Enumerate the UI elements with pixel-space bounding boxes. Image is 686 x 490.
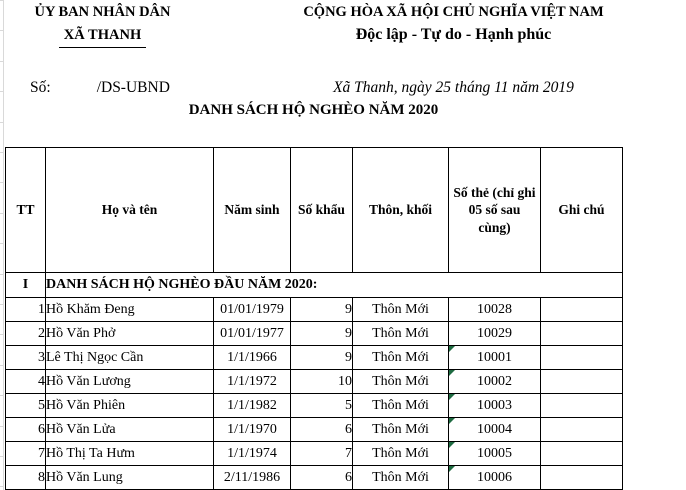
spreadsheet-gridline-tick (0, 426, 4, 427)
cell-note[interactable] (541, 466, 623, 490)
spreadsheet-gridline-tick (0, 213, 4, 214)
cell-card[interactable]: 10028 (449, 298, 541, 322)
cell-birth[interactable]: 01/01/1977 (214, 322, 291, 346)
cell-tt[interactable]: 1 (6, 298, 46, 322)
cell-note[interactable] (541, 370, 623, 394)
cell-card[interactable]: 10002 (449, 370, 541, 394)
cell-card[interactable]: 10006 (449, 466, 541, 490)
issuing-org-block (20, 5, 185, 48)
cell-village[interactable]: Thôn Mới (353, 346, 449, 370)
cell-tt[interactable]: 5 (6, 394, 46, 418)
cell-members[interactable]: 10 (291, 370, 353, 394)
column-header-name[interactable]: Họ và tên (46, 148, 214, 273)
cell-birth[interactable]: 2/11/1986 (214, 466, 291, 490)
spreadsheet-gridline-tick (0, 395, 4, 396)
table-header-row (6, 148, 623, 273)
cell-tt[interactable]: 6 (6, 418, 46, 442)
cell-village[interactable]: Thôn Mới (353, 370, 449, 394)
cell-birth[interactable]: 1/1/1970 (214, 418, 291, 442)
cell-birth[interactable]: 1/1/1972 (214, 370, 291, 394)
cell-name[interactable]: Hồ Văn Phở (46, 322, 214, 346)
org-name-line1: ỦY BAN NHÂN DÂN (34, 4, 171, 20)
cell-note[interactable] (541, 298, 623, 322)
cell-members[interactable]: 9 (291, 298, 353, 322)
table-row (6, 466, 623, 490)
cell-village[interactable]: Thôn Mới (353, 466, 449, 490)
cell-card[interactable]: 10029 (449, 322, 541, 346)
cell-card[interactable]: 10004 (449, 418, 541, 442)
org-name-line2: XÃ THANH (59, 28, 146, 48)
column-header-village[interactable]: Thôn, khối (353, 148, 449, 273)
cell-name[interactable]: Hồ Khăm Đeng (46, 298, 214, 322)
spreadsheet-gridline-tick (0, 61, 4, 62)
error-indicator-triangle (449, 394, 455, 400)
spreadsheet-gridline-tick (0, 365, 4, 366)
spreadsheet-gridline-tick (0, 304, 4, 305)
error-indicator-triangle (449, 418, 455, 424)
column-header-tt[interactable]: TT (6, 148, 46, 273)
table-row (6, 322, 623, 346)
cell-card[interactable]: 10003 (449, 394, 541, 418)
table-row (6, 346, 623, 370)
column-header-birth[interactable]: Năm sinh (214, 148, 291, 273)
cell-tt[interactable]: 8 (6, 466, 46, 490)
cell-name[interactable]: Hồ Văn Lương (46, 370, 214, 394)
table-row (6, 418, 623, 442)
document-number-line (30, 79, 170, 97)
table-row (6, 370, 623, 394)
cell-village[interactable]: Thôn Mới (353, 418, 449, 442)
spreadsheet-gridline-tick (0, 152, 4, 153)
cell-tt[interactable]: 3 (6, 346, 46, 370)
cell-members[interactable]: 7 (291, 442, 353, 466)
column-header-members[interactable]: Số khẩu (291, 148, 353, 273)
page-title: DANH SÁCH HỘ NGHÈO NĂM 2020 (188, 102, 439, 118)
section-title-cell[interactable]: DANH SÁCH HỘ NGHÈO ĐẦU NĂM 2020: (46, 273, 623, 298)
spreadsheet-gridline-tick (0, 182, 4, 183)
cell-name[interactable]: Hồ Văn Phiên (46, 394, 214, 418)
document-number-value: /DS-UBND (96, 79, 170, 96)
error-indicator-triangle (449, 346, 455, 352)
cell-village[interactable]: Thôn Mới (353, 322, 449, 346)
cell-village[interactable]: Thôn Mới (353, 298, 449, 322)
error-indicator-triangle (449, 370, 455, 376)
cell-members[interactable]: 9 (291, 346, 353, 370)
section-row (6, 273, 623, 298)
document-number-label: Số: (30, 79, 51, 96)
column-header-note[interactable]: Ghi chú (541, 148, 623, 273)
cell-members[interactable]: 6 (291, 466, 353, 490)
place-date-line: Xã Thanh, ngày 25 tháng 11 năm 2019 (333, 79, 574, 96)
error-indicator-triangle (449, 466, 455, 472)
cell-members[interactable]: 5 (291, 394, 353, 418)
cell-name[interactable]: Lê Thị Ngọc Cần (46, 346, 214, 370)
spreadsheet-gridline-tick (0, 243, 4, 244)
cell-note[interactable] (541, 322, 623, 346)
cell-village[interactable]: Thôn Mới (353, 394, 449, 418)
table-row (6, 298, 623, 322)
cell-note[interactable] (541, 394, 623, 418)
cell-note[interactable] (541, 346, 623, 370)
spreadsheet-gridline-tick (0, 91, 4, 92)
cell-card[interactable]: 10001 (449, 346, 541, 370)
cell-note[interactable] (541, 418, 623, 442)
spreadsheet-gridline-tick (0, 456, 4, 457)
cell-tt[interactable]: 2 (6, 322, 46, 346)
table-row (6, 442, 623, 466)
national-motto-block (287, 5, 620, 44)
cell-birth[interactable]: 1/1/1982 (214, 394, 291, 418)
error-indicator-triangle (449, 442, 455, 448)
cell-card[interactable]: 10005 (449, 442, 541, 466)
household-table (5, 147, 623, 490)
spreadsheet-gridline-vertical (3, 0, 4, 490)
cell-village[interactable]: Thôn Mới (353, 442, 449, 466)
table-row (6, 394, 623, 418)
cell-birth[interactable]: 1/1/1974 (214, 442, 291, 466)
cell-tt[interactable]: 4 (6, 370, 46, 394)
cell-members[interactable]: 6 (291, 418, 353, 442)
spreadsheet-gridline-tick (0, 486, 4, 487)
column-header-card[interactable]: Số thẻ (chỉ ghi 05 số sau cùng) (449, 148, 541, 273)
spreadsheet-gridline-tick (0, 274, 4, 275)
spreadsheet-gridline-tick (0, 334, 4, 335)
spreadsheet-gridline-tick (0, 122, 4, 123)
cell-name[interactable]: Hồ Văn Lung (46, 466, 214, 490)
spreadsheet-gridline-tick (0, 30, 4, 31)
cell-members[interactable]: 9 (291, 322, 353, 346)
cell-birth[interactable]: 01/01/1979 (214, 298, 291, 322)
cell-note[interactable] (541, 442, 623, 466)
spreadsheet-gridline-tick (0, 0, 4, 1)
section-index-cell[interactable]: I (6, 273, 46, 298)
cell-tt[interactable]: 7 (6, 442, 46, 466)
cell-name[interactable]: Hồ Văn Lửa (46, 418, 214, 442)
cell-birth[interactable]: 1/1/1966 (214, 346, 291, 370)
cell-name[interactable]: Hồ Thị Ta Hưm (46, 442, 214, 466)
national-motto: Độc lập - Tự do - Hạnh phúc (355, 25, 552, 43)
national-title: CỘNG HÒA XÃ HỘI CHỦ NGHĨA VIỆT NAM (303, 4, 604, 20)
